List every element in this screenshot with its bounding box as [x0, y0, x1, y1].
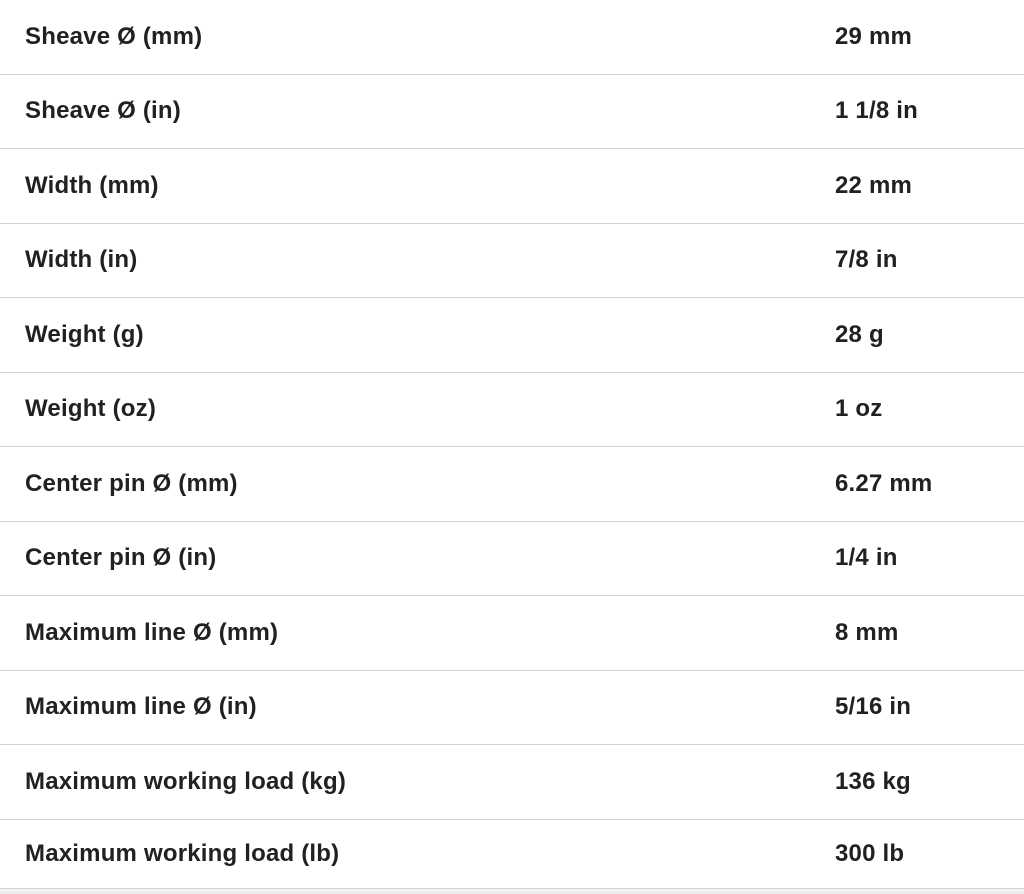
spec-label: Center pin Ø (mm) [25, 469, 238, 497]
spec-label: Weight (oz) [25, 395, 157, 423]
spec-table-row [0, 447, 1024, 522]
spec-value: 1 1/8 in [835, 97, 918, 125]
spec-table-row [0, 820, 1024, 889]
spec-label: Center pin Ø (in) [25, 544, 217, 572]
spec-label: Sheave Ø (mm) [25, 22, 203, 50]
spec-table-row [0, 671, 1024, 746]
spec-table-row [0, 373, 1024, 448]
spec-table-row [0, 224, 1024, 299]
spec-label: Maximum working load (kg) [25, 767, 347, 795]
spec-value: 1/4 in [835, 544, 898, 572]
spec-value: 28 g [835, 320, 884, 348]
spec-label: Width (in) [25, 246, 138, 274]
spec-value: 22 mm [835, 171, 913, 199]
spec-value: 5/16 in [835, 693, 912, 721]
spec-label: Maximum line Ø (mm) [25, 618, 279, 646]
spec-label: Width (mm) [25, 171, 159, 199]
spec-value: 1 oz [835, 395, 883, 423]
spec-value: 136 kg [835, 767, 911, 795]
spec-table-row [0, 298, 1024, 373]
spec-value: 29 mm [835, 22, 913, 50]
spec-label: Maximum line Ø (in) [25, 693, 257, 721]
spec-label: Sheave Ø (in) [25, 97, 181, 125]
spec-value: 300 lb [835, 839, 905, 867]
spec-table-row [0, 522, 1024, 597]
spec-value: 6.27 mm [835, 469, 933, 497]
bottom-cutoff-strip [0, 889, 1024, 894]
spec-value: 8 mm [835, 618, 899, 646]
spec-label: Maximum working load (lb) [25, 839, 340, 867]
spec-label: Weight (g) [25, 320, 144, 348]
spec-table-row [0, 745, 1024, 820]
spec-table-row [0, 0, 1024, 75]
spec-table-row [0, 75, 1024, 150]
spec-value: 7/8 in [835, 246, 898, 274]
spec-table-row [0, 149, 1024, 224]
spec-table-row [0, 596, 1024, 671]
